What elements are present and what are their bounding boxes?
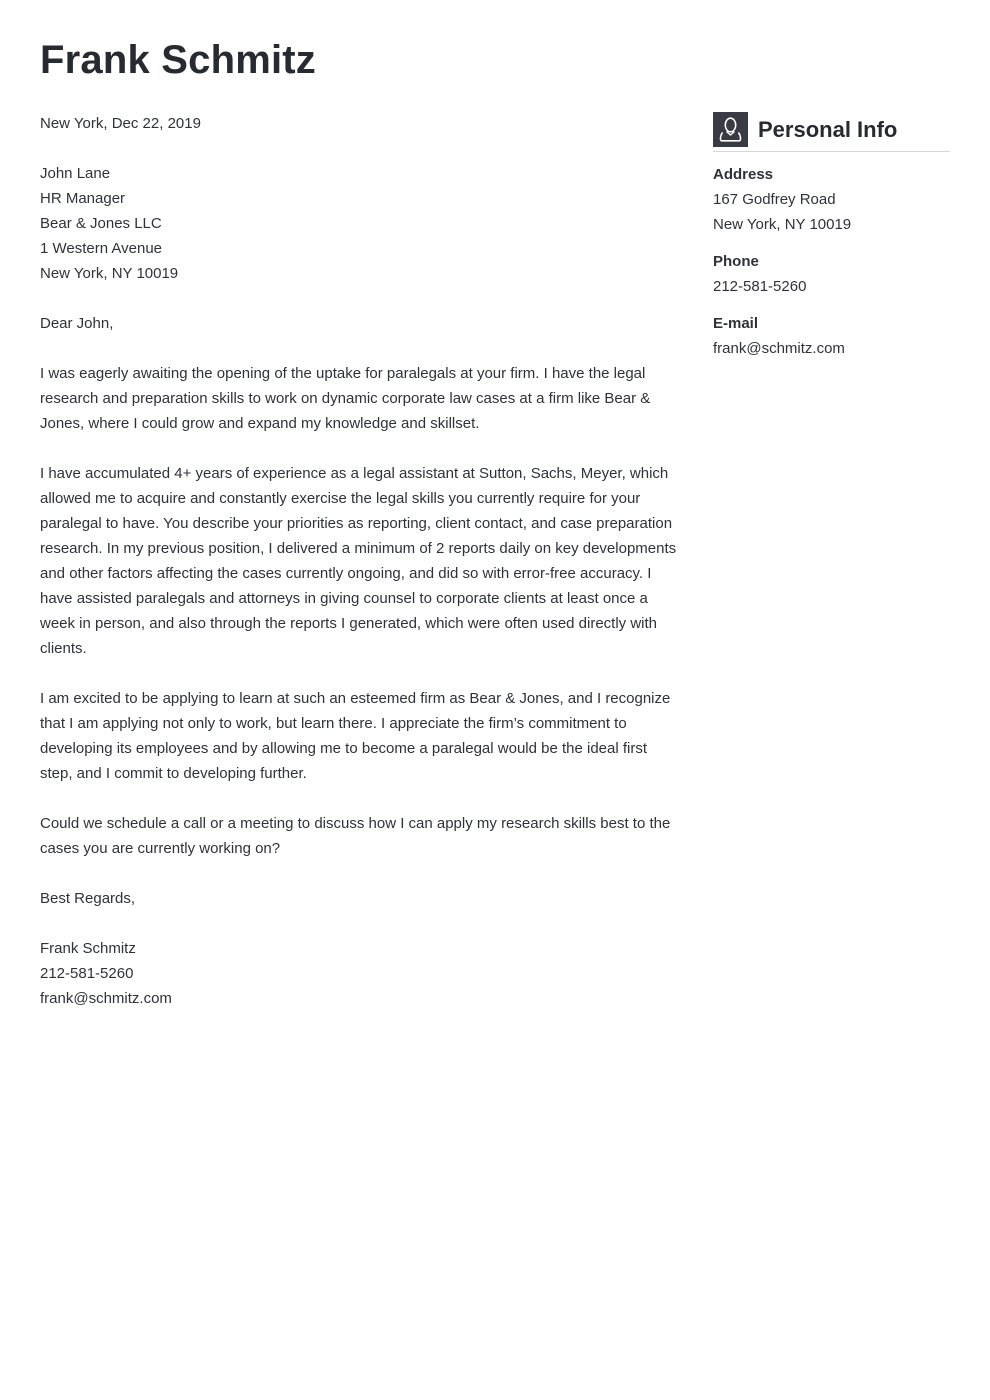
body-paragraph: I was eagerly awaiting the opening of the uptake for paralegals at your firm. I have the legal research and preparation skills to work on dynamic corporate law cases at a firm like Bear & Jones, where I could grow and expand my knowledge and skillset. <box>40 365 651 432</box>
letter-body <box>40 111 680 1011</box>
phone-label: Phone <box>713 253 759 270</box>
recipient-name: John Lane <box>40 165 111 182</box>
recipient-block <box>40 161 680 286</box>
recipient-company: Bear & Jones LLC <box>40 215 162 232</box>
signature-block <box>40 936 680 1011</box>
signature-phone: 212-581-5260 <box>40 965 134 982</box>
signature-email: frank@schmitz.com <box>40 990 172 1007</box>
recipient-street: 1 Western Avenue <box>40 240 163 257</box>
body-paragraph: I have accumulated 4+ years of experience as a legal assistant at Sutton, Sachs, Meyer, which allowed me to acquire and constantly exercise the legal skills you currently require for your paralegal to have. You describe your priorities as reporting, client contact, and case preparation research. In my previous position, I delivered a minimum of 2 reports daily on key developments and other factors affecting the cases currently ongoing, and did so with error-free accuracy. I have assisted paralegals and attorneys in giving counsel to corporate clients at least once a week in person, and also through the reports I generated, which were often used directly with clients. <box>40 465 677 657</box>
salutation: Dear John, <box>40 315 114 332</box>
personal-info-header <box>713 112 950 152</box>
recipient-city: New York, NY 10019 <box>40 265 179 282</box>
person-icon <box>713 112 748 147</box>
address-label: Address <box>713 166 774 183</box>
applicant-name: Frank Schmitz <box>40 38 316 82</box>
email-value: frank@schmitz.com <box>713 340 845 357</box>
body-paragraph: Could we schedule a call or a meeting to discuss how I can apply my research skills best to the cases you are currently working on? <box>40 815 671 857</box>
recipient-title: HR Manager <box>40 190 126 207</box>
address-line-2: New York, NY 10019 <box>713 216 852 233</box>
personal-info-sidebar <box>713 112 950 361</box>
body-paragraph: I am excited to be applying to learn at such an esteemed firm as Bear & Jones, and I recognize that I am applying not only to work, but learn there. I appreciate the firm’s commitment to developing its employees and by allowing me to become a paralegal would be the ideal first step, and I commit to developing further. <box>40 690 671 782</box>
closing: Best Regards, <box>40 890 136 907</box>
address-line-1: 167 Godfrey Road <box>713 191 836 208</box>
phone-value: 212-581-5260 <box>713 278 807 295</box>
email-label: E-mail <box>713 315 759 332</box>
signature-name: Frank Schmitz <box>40 940 136 957</box>
date-line: New York, Dec 22, 2019 <box>40 115 201 132</box>
personal-info-title: Personal Info <box>758 117 898 142</box>
